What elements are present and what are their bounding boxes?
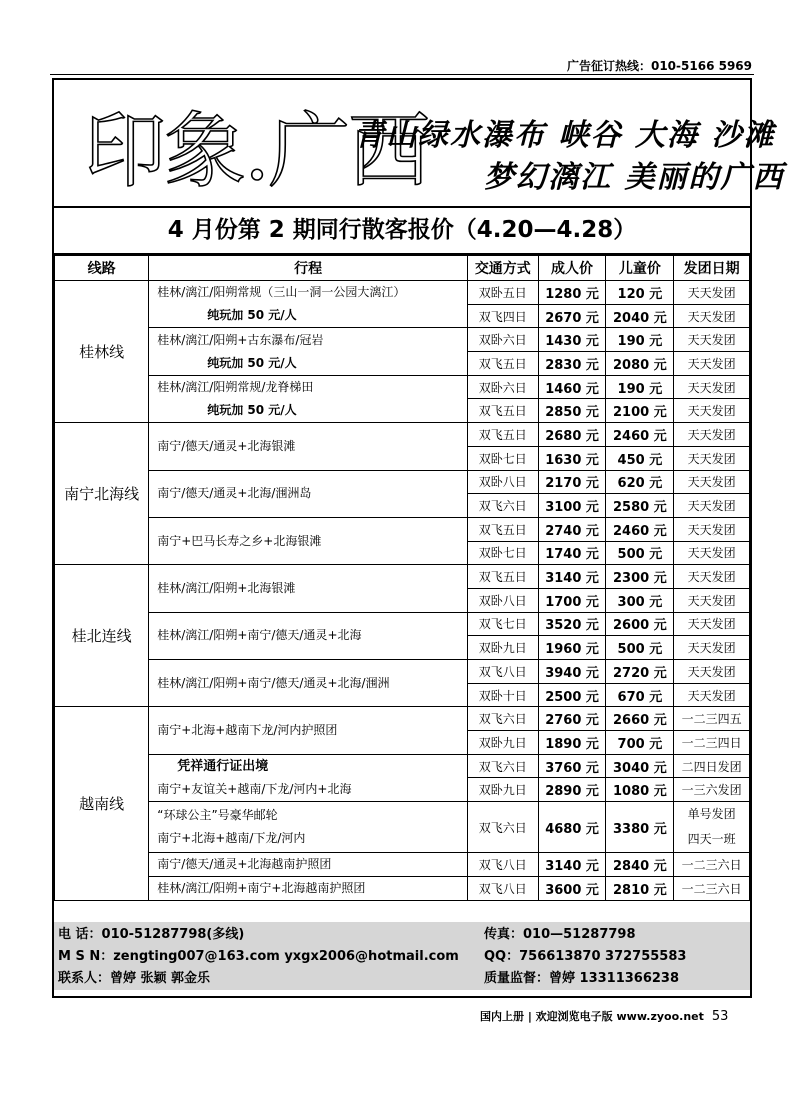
- adult-price: 1460 元: [538, 375, 606, 399]
- itinerary: [149, 470, 468, 517]
- departure-dates: [674, 853, 750, 877]
- transport: 双卧九日: [467, 778, 538, 802]
- departure-dates: [674, 328, 750, 352]
- itinerary: [149, 660, 468, 707]
- table-row: [55, 660, 750, 684]
- departure-dates: [674, 541, 750, 565]
- itinerary: [149, 517, 468, 564]
- transport: 双飞六日: [467, 494, 538, 518]
- itinerary-line: 桂林/漓江/阳朔+南宁/德天/通灵+北海: [157, 628, 362, 643]
- child-price: 2460 元: [606, 517, 674, 541]
- departure-dates: [674, 802, 750, 853]
- phone: 电 话：010-51287798(多线): [58, 927, 245, 942]
- departure-dates: [674, 494, 750, 518]
- page-number: 53: [711, 1009, 729, 1024]
- table-row: [55, 517, 750, 541]
- departure-dates: [674, 375, 750, 399]
- child-price: 300 元: [606, 588, 674, 612]
- table-row: [55, 281, 750, 305]
- logo: 印象.广西: [84, 104, 429, 199]
- adult-price: 3940 元: [538, 660, 606, 684]
- adult-price: 2170 元: [538, 470, 606, 494]
- departure-date: 天天发团: [687, 546, 736, 561]
- table-header: [55, 256, 750, 281]
- child-price: 190 元: [606, 375, 674, 399]
- child-price: 120 元: [606, 281, 674, 305]
- adult-price: 3600 元: [538, 877, 606, 901]
- adult-price: 1430 元: [538, 328, 606, 352]
- itinerary-line: 凭祥通行证出境: [177, 758, 269, 774]
- itinerary: [149, 281, 468, 328]
- route-line: 桂北连线: [55, 565, 149, 707]
- departure-dates: [674, 399, 750, 423]
- transport: 双卧六日: [467, 328, 538, 352]
- itinerary-line: 桂林/漓江/阳朔+古东瀑布/冠岩: [157, 332, 324, 347]
- itinerary-line: 桂林/漓江/阳朔常规/龙脊梯田: [157, 379, 314, 394]
- child-price: 1080 元: [606, 778, 674, 802]
- departure-date: 二四日发团: [681, 759, 742, 774]
- departure-date: 天天发团: [687, 617, 736, 632]
- departure-date: 天天发团: [687, 309, 736, 324]
- itinerary-line: 南宁/德天/通灵+北海/涠洲岛: [157, 486, 312, 501]
- slogan-line1: 青山绿水瀑布 峡谷 大海 沙滩: [354, 118, 776, 153]
- contact-people: 联系人：曾婷 张颖 郭金乐: [58, 971, 211, 986]
- adult-price: 3520 元: [538, 612, 606, 636]
- adult-price: 3140 元: [538, 853, 606, 877]
- fax: 传真：010—51287798: [484, 927, 636, 942]
- transport: 双卧九日: [467, 636, 538, 660]
- departure-dates: [674, 636, 750, 660]
- itinerary: [149, 612, 468, 659]
- adult-price: 1740 元: [538, 541, 606, 565]
- child-price: 190 元: [606, 328, 674, 352]
- transport: 双飞七日: [467, 612, 538, 636]
- page-footer: [480, 1008, 728, 1024]
- adult-price: 2760 元: [538, 707, 606, 731]
- transport: 双卧八日: [467, 588, 538, 612]
- column-header: 发团日期: [674, 256, 750, 281]
- departure-dates: [674, 660, 750, 684]
- column-header: 交通方式: [467, 256, 538, 281]
- adult-price: 2500 元: [538, 683, 606, 707]
- departure-dates: [674, 423, 750, 447]
- departure-date: 天天发团: [687, 641, 736, 656]
- departure-date: 一三六发团: [681, 783, 742, 798]
- route-line: 桂林线: [55, 281, 149, 423]
- departure-dates: [674, 446, 750, 470]
- itinerary: [149, 328, 468, 375]
- transport: 双飞六日: [467, 802, 538, 853]
- table-row: [55, 565, 750, 589]
- departure-date: 天天发团: [687, 427, 736, 442]
- departure-dates: [674, 877, 750, 901]
- child-price: 2600 元: [606, 612, 674, 636]
- itinerary-line: “环球公主”号豪华邮轮: [157, 808, 278, 823]
- adult-price: 3760 元: [538, 754, 606, 778]
- adult-price: 4680 元: [538, 802, 606, 853]
- departure-date: 天天发团: [687, 664, 736, 679]
- itinerary: [149, 375, 468, 422]
- ad-hotline: 广告征订热线：010-5166 5969: [566, 59, 752, 73]
- departure-date: 天天发团: [687, 475, 736, 490]
- table-row: [55, 707, 750, 731]
- departure-date: 一二三六日: [681, 858, 742, 873]
- table-row: [55, 470, 750, 494]
- child-price: 2580 元: [606, 494, 674, 518]
- quality-supervisor: 质量监督：曾婷 13311366238: [484, 971, 680, 986]
- departure-dates: [674, 517, 750, 541]
- itinerary: [149, 754, 468, 801]
- departure-date: 天天发团: [687, 380, 736, 395]
- itinerary-line: 桂林/漓江/阳朔+南宁/德天/通灵+北海/涠洲: [157, 675, 390, 690]
- child-price: 3040 元: [606, 754, 674, 778]
- departure-date: 一二三四五: [681, 712, 742, 727]
- transport: 双飞六日: [467, 707, 538, 731]
- departure-date: 天天发团: [687, 688, 736, 703]
- transport: 双卧九日: [467, 731, 538, 755]
- departure-date: 天天发团: [687, 356, 736, 371]
- table-row: [55, 375, 750, 399]
- transport: 双卧八日: [467, 470, 538, 494]
- departure-dates: [674, 588, 750, 612]
- transport: 双卧六日: [467, 375, 538, 399]
- transport: 双飞六日: [467, 754, 538, 778]
- departure-date: 天天发团: [687, 451, 736, 466]
- departure-dates: [674, 754, 750, 778]
- itinerary-line: 纯玩加 50 元/人: [207, 355, 297, 370]
- departure-dates: [674, 707, 750, 731]
- transport: 双飞八日: [467, 853, 538, 877]
- child-price: 450 元: [606, 446, 674, 470]
- adult-price: 1890 元: [538, 731, 606, 755]
- table-row: [55, 328, 750, 352]
- transport: 双卧七日: [467, 446, 538, 470]
- route-line: 越南线: [55, 707, 149, 901]
- child-price: 670 元: [606, 683, 674, 707]
- itinerary-line: 南宁/德天/通灵+北海越南护照团: [157, 857, 332, 872]
- departure-date: 天天发团: [687, 522, 736, 537]
- footer-text: 国内上册 | 欢迎浏览电子版 www.zyoo.net: [480, 1010, 704, 1023]
- child-price: 2040 元: [606, 304, 674, 328]
- transport: 双卧十日: [467, 683, 538, 707]
- child-price: 2840 元: [606, 853, 674, 877]
- itinerary-line: 南宁/德天/通灵+北海银滩: [157, 438, 296, 453]
- adult-price: 2850 元: [538, 399, 606, 423]
- divider: [50, 74, 754, 75]
- itinerary: [149, 877, 468, 901]
- departure-date: 天天发团: [687, 593, 736, 608]
- child-price: 2810 元: [606, 877, 674, 901]
- contact-box: [54, 922, 750, 990]
- adult-price: 2680 元: [538, 423, 606, 447]
- transport: 双飞五日: [467, 565, 538, 589]
- itinerary-line: 纯玩加 50 元/人: [207, 308, 297, 323]
- itinerary-line: 桂林/漓江/阳朔+南宁+北海越南护照团: [157, 881, 366, 896]
- departure-date: 单号发团: [687, 807, 736, 822]
- itinerary-line: 桂林/漓江/阳朔常规（三山一洞一公园大漓江）: [157, 285, 406, 300]
- adult-price: 1630 元: [538, 446, 606, 470]
- column-header: 行程: [149, 256, 468, 281]
- departure-dates: [674, 281, 750, 305]
- itinerary: [149, 565, 468, 612]
- departure-date: 天天发团: [687, 499, 736, 514]
- departure-dates: [674, 304, 750, 328]
- slogan-line2: 梦幻漓江 美丽的广西: [484, 160, 785, 195]
- child-price: 500 元: [606, 636, 674, 660]
- table-row: [55, 612, 750, 636]
- adult-price: 1280 元: [538, 281, 606, 305]
- child-price: 2080 元: [606, 352, 674, 376]
- departure-date: 一二三四日: [681, 735, 742, 750]
- transport: 双飞八日: [467, 877, 538, 901]
- adult-price: 2890 元: [538, 778, 606, 802]
- qq: QQ：756613870 372755583: [484, 949, 687, 964]
- departure-dates: [674, 778, 750, 802]
- adult-price: 2670 元: [538, 304, 606, 328]
- transport: 双卧五日: [467, 281, 538, 305]
- transport: 双飞八日: [467, 660, 538, 684]
- itinerary: [149, 853, 468, 877]
- page-title: 4 月份第 2 期同行散客报价（4.20—4.28）: [54, 208, 750, 255]
- departure-dates: [674, 612, 750, 636]
- child-price: 2460 元: [606, 423, 674, 447]
- child-price: 2300 元: [606, 565, 674, 589]
- table-row: [55, 853, 750, 877]
- itinerary-line: 南宁+巴马长寿之乡+北海银滩: [157, 533, 322, 548]
- itinerary-line: 纯玩加 50 元/人: [207, 402, 297, 417]
- column-header: 线路: [55, 256, 149, 281]
- transport: 双飞四日: [467, 304, 538, 328]
- table-body: [55, 281, 750, 901]
- child-price: 700 元: [606, 731, 674, 755]
- departure-dates: [674, 683, 750, 707]
- child-price: 3380 元: [606, 802, 674, 853]
- table-row: [55, 877, 750, 901]
- departure-dates: [674, 352, 750, 376]
- departure-date: 天天发团: [687, 285, 736, 300]
- table-row: [55, 423, 750, 447]
- itinerary: [149, 707, 468, 754]
- price-table: [54, 255, 750, 901]
- child-price: 2660 元: [606, 707, 674, 731]
- departure-date: 天天发团: [687, 404, 736, 419]
- departure-date: 天天发团: [687, 570, 736, 585]
- itinerary-line: 南宁+北海+越南/下龙/河内: [157, 831, 306, 846]
- route-line: 南宁北海线: [55, 423, 149, 565]
- itinerary-line: 桂林/漓江/阳朔+北海银滩: [157, 580, 296, 595]
- table-row: [55, 754, 750, 778]
- transport: 双飞五日: [467, 399, 538, 423]
- itinerary: [149, 802, 468, 853]
- adult-price: 2740 元: [538, 517, 606, 541]
- departure-dates: [674, 731, 750, 755]
- transport: 双飞五日: [467, 352, 538, 376]
- child-price: 2720 元: [606, 660, 674, 684]
- banner: [54, 80, 785, 208]
- departure-dates: [674, 565, 750, 589]
- msn: M S N：zengting007@163.com yxgx2006@hotmail.com: [58, 949, 459, 964]
- child-price: 620 元: [606, 470, 674, 494]
- itinerary-line: 南宁+友谊关+越南/下龙/河内+北海: [157, 781, 352, 796]
- departure-dates: [674, 470, 750, 494]
- column-header: 儿童价: [606, 256, 674, 281]
- child-price: 500 元: [606, 541, 674, 565]
- table-row: [55, 802, 750, 853]
- transport: 双卧七日: [467, 541, 538, 565]
- adult-price: 1960 元: [538, 636, 606, 660]
- adult-price: 3100 元: [538, 494, 606, 518]
- adult-price: 1700 元: [538, 588, 606, 612]
- itinerary: [149, 423, 468, 470]
- departure-date: 一二三六日: [681, 882, 742, 897]
- transport: 双飞五日: [467, 517, 538, 541]
- adult-price: 3140 元: [538, 565, 606, 589]
- itinerary-line: 南宁+北海+越南下龙/河内护照团: [157, 723, 338, 738]
- departure-date: 天天发团: [687, 333, 736, 348]
- column-header: 成人价: [538, 256, 606, 281]
- adult-price: 2830 元: [538, 352, 606, 376]
- departure-date: 四天一班: [687, 832, 736, 847]
- child-price: 2100 元: [606, 399, 674, 423]
- transport: 双飞五日: [467, 423, 538, 447]
